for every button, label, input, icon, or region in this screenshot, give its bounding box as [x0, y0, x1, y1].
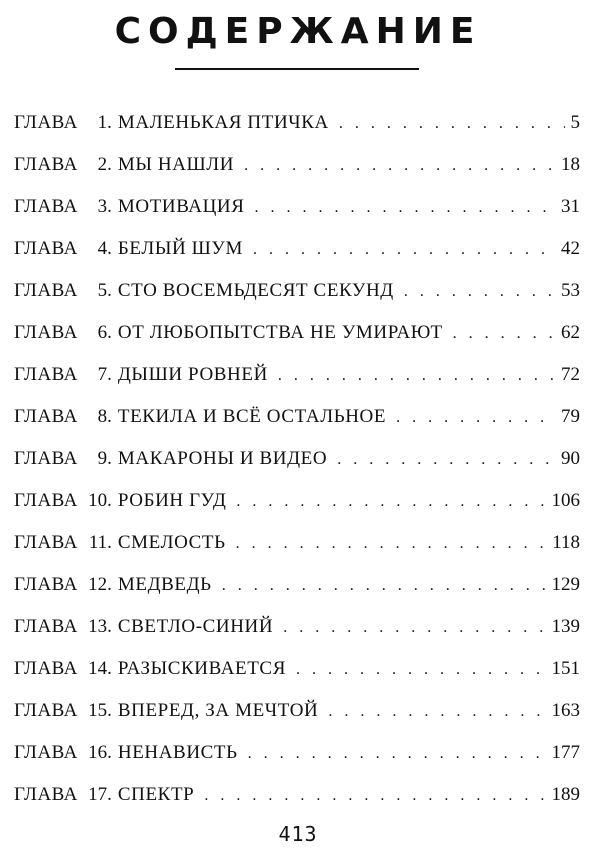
chapter-number: 9. [97, 448, 112, 469]
chapter-title: МАЛЕНЬКАЯ ПТИЧКА [117, 112, 329, 133]
toc-row [14, 270, 580, 312]
chapter-label: ГЛАВА [14, 574, 78, 595]
page-number: 42 [561, 238, 580, 259]
page-number: 106 [551, 490, 580, 511]
chapter-label: ГЛАВА [14, 322, 78, 343]
chapter-title: РАЗЫСКИВАЕТСЯ [117, 658, 286, 679]
toc-row [14, 564, 580, 606]
chapter-number: 1. [97, 112, 112, 133]
chapter-title: ОТ ЛЮБОПЫТСТВА НЕ УМИРАЮТ [117, 322, 443, 343]
page-number: 62 [561, 322, 580, 343]
dot-leader [396, 397, 555, 439]
toc-row [14, 648, 580, 690]
chapter-number: 5. [97, 280, 112, 301]
page-number: 139 [551, 616, 580, 637]
page-number: 79 [561, 406, 580, 427]
toc-row [14, 438, 580, 480]
page-number: 177 [551, 742, 580, 763]
chapter-title: СПЕКТР [117, 784, 195, 805]
dot-leader [255, 187, 555, 229]
dot-leader [222, 565, 546, 607]
page-number: 18 [561, 154, 580, 175]
chapter-label: ГЛАВА [14, 784, 78, 805]
dot-leader [244, 145, 555, 187]
chapter-label: ГЛАВА [14, 616, 78, 637]
dot-leader [283, 607, 545, 649]
chapter-label: ГЛАВА [14, 406, 78, 427]
chapter-title: ВПЕРЕД, ЗА МЕЧТОЙ [117, 700, 319, 721]
chapter-number: 16. [88, 742, 112, 763]
table-of-contents [14, 102, 580, 816]
toc-row [14, 480, 580, 522]
dot-leader [337, 439, 555, 481]
page-number: 72 [561, 364, 580, 385]
chapter-number: 13. [88, 616, 112, 637]
chapter-number: 2. [97, 154, 112, 175]
chapter-number: 12. [88, 574, 112, 595]
dot-leader [453, 313, 555, 355]
chapter-label: ГЛАВА [14, 154, 78, 175]
chapter-title: НЕНАВИСТЬ [117, 742, 238, 763]
toc-row [14, 186, 580, 228]
toc-row [14, 312, 580, 354]
chapter-title: ДЫШИ РОВНЕЙ [117, 364, 268, 385]
page-number: 118 [552, 532, 580, 553]
chapter-title: СВЕТЛО-СИНИЙ [117, 616, 274, 637]
page-number: 5 [570, 112, 580, 133]
toc-row [14, 354, 580, 396]
toc-row [14, 102, 580, 144]
toc-row [14, 690, 580, 732]
chapter-title: БЕЛЫЙ ШУМ [117, 238, 243, 259]
page-number: 129 [551, 574, 580, 595]
dot-leader [236, 523, 547, 565]
chapter-number: 14. [88, 658, 112, 679]
chapter-title: СТО ВОСЕМЬДЕСЯТ СЕКУНД [117, 280, 394, 301]
chapter-number: 6. [97, 322, 112, 343]
chapter-label: ГЛАВА [14, 112, 78, 133]
chapter-label: ГЛАВА [14, 532, 78, 553]
page-number: 90 [561, 448, 580, 469]
chapter-label: ГЛАВА [14, 238, 78, 259]
toc-row [14, 144, 580, 186]
toc-row [14, 396, 580, 438]
toc-row [14, 522, 580, 564]
toc-row [14, 774, 580, 816]
chapter-title: МАКАРОНЫ И ВИДЕО [117, 448, 328, 469]
chapter-number: 11. [88, 532, 112, 553]
chapter-number: 4. [97, 238, 112, 259]
chapter-number: 7. [97, 364, 112, 385]
dot-leader [339, 103, 565, 145]
chapter-title: ТЕКИЛА И ВСЁ ОСТАЛЬНОЕ [117, 406, 387, 427]
dot-leader [204, 775, 545, 817]
page-number: 31 [561, 196, 580, 217]
chapter-label: ГЛАВА [14, 448, 78, 469]
toc-row [14, 228, 580, 270]
chapter-label: ГЛАВА [14, 196, 78, 217]
chapter-title: МЫ НАШЛИ [117, 154, 235, 175]
toc-row [14, 606, 580, 648]
chapter-title: МЕДВЕДЬ [117, 574, 212, 595]
dot-leader [248, 733, 546, 775]
toc-row [14, 732, 580, 774]
chapter-label: ГЛАВА [14, 658, 78, 679]
chapter-number: 15. [88, 700, 112, 721]
chapter-label: ГЛАВА [14, 490, 78, 511]
title-underline [175, 68, 419, 70]
dot-leader [253, 229, 555, 271]
chapter-title: СМЕЛОСТЬ [117, 532, 226, 553]
chapter-label: ГЛАВА [14, 742, 78, 763]
dot-leader [296, 649, 546, 691]
chapter-title: РОБИН ГУД [117, 490, 227, 511]
page-number: 189 [551, 784, 580, 805]
chapter-label: ГЛАВА [14, 364, 78, 385]
page-number: 163 [551, 700, 580, 721]
chapter-number: 3. [97, 196, 112, 217]
dot-leader [236, 481, 545, 523]
chapter-label: ГЛАВА [14, 280, 78, 301]
page-number: 151 [551, 658, 580, 679]
chapter-number: 10. [88, 490, 112, 511]
folio-page-number: 413 [278, 822, 318, 846]
chapter-label: ГЛАВА [14, 700, 78, 721]
dot-leader [278, 355, 555, 397]
dot-leader [328, 691, 545, 733]
chapter-number: 17. [88, 784, 112, 805]
page-title: СОДЕРЖАНИЕ [114, 11, 482, 52]
dot-leader [404, 271, 555, 313]
page-number: 53 [561, 280, 580, 301]
chapter-number: 8. [97, 406, 112, 427]
chapter-title: МОТИВАЦИЯ [117, 196, 245, 217]
